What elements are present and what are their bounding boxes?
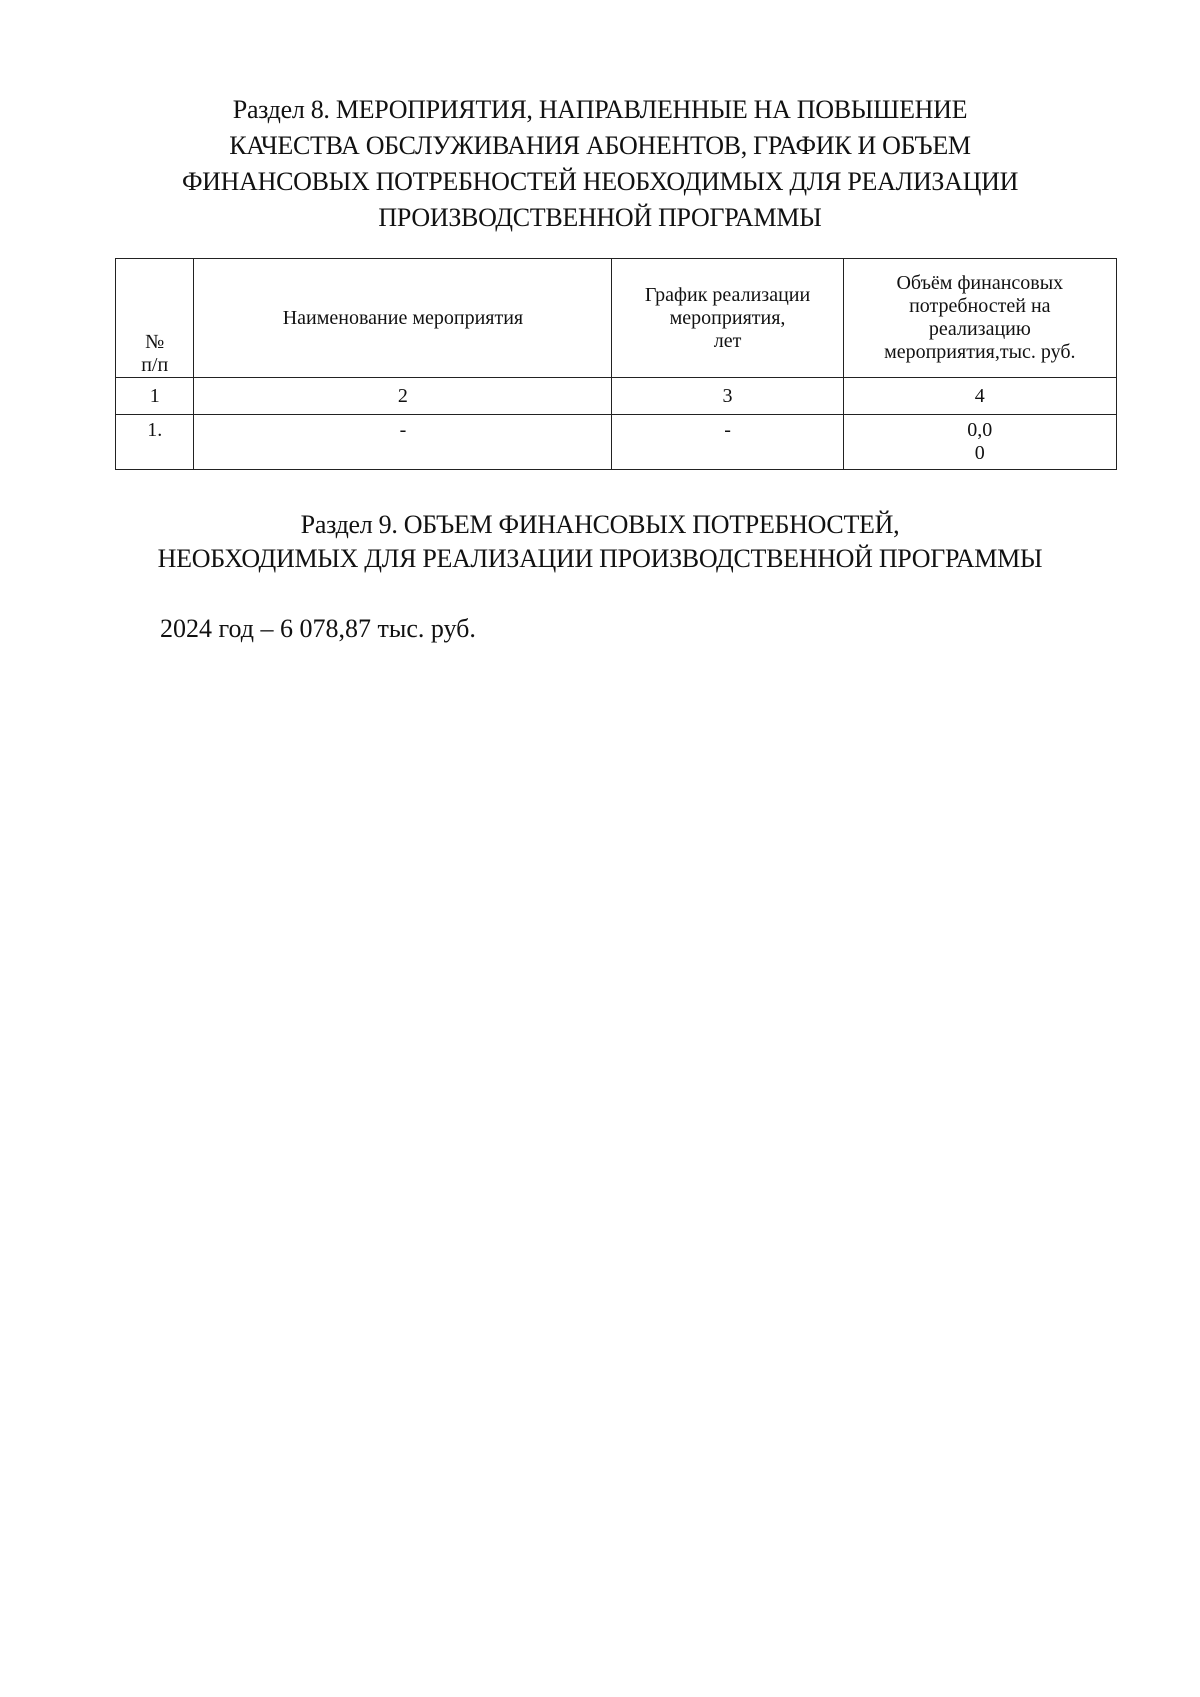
section-9-title-line: Раздел 9. ОБЪЕМ ФИНАНСОВЫХ ПОТРЕБНОСТЕЙ,	[300, 510, 900, 539]
header-num	[116, 259, 194, 378]
header-num-line: п/п	[141, 354, 169, 376]
index-cell: 3	[612, 378, 843, 415]
row-volume-line: 0	[974, 442, 985, 464]
financing-total: 2024 год – 6 078,87 тыс. руб.	[160, 614, 476, 643]
index-cell: 1	[116, 378, 194, 415]
row-volume-line: 0,0	[967, 419, 993, 441]
section-9-title	[90, 508, 1110, 576]
section-8-title	[110, 92, 1090, 236]
header-volume-line: мероприятия,тыс. руб.	[884, 341, 1076, 363]
table-header-row	[116, 259, 1117, 378]
measures-table	[115, 258, 1117, 470]
header-num-line: №	[145, 331, 165, 353]
section-8-title-line: Раздел 8. МЕРОПРИЯТИЯ, НАПРАВЛЕННЫЕ НА ПОВЫШЕНИЕ	[232, 95, 968, 124]
row-num-cell: 1.	[116, 415, 194, 470]
header-schedule-line: График реализации	[644, 283, 811, 306]
section-8-title-line: ПРОИЗВОДСТВЕННОЙ ПРОГРАММЫ	[378, 203, 822, 232]
row-schedule-cell: -	[612, 415, 843, 470]
header-volume-line: Объём финансовых	[896, 272, 1064, 294]
header-volume-line: потребностей на	[909, 295, 1051, 317]
header-volume-line: реализацию	[928, 318, 1031, 340]
index-cell: 2	[194, 378, 612, 415]
header-schedule	[612, 259, 843, 378]
section-8-title-line: ФИНАНСОВЫХ ПОТРЕБНОСТЕЙ НЕОБХОДИМЫХ ДЛЯ РЕАЛИЗАЦИИ	[181, 167, 1019, 196]
row-name-cell: -	[194, 415, 612, 470]
header-name-line: Наименование мероприятия	[282, 306, 524, 329]
section-9-title-line: НЕОБХОДИМЫХ ДЛЯ РЕАЛИЗАЦИИ ПРОИЗВОДСТВЕННОЙ ПРОГРАММЫ	[157, 544, 1043, 573]
header-volume	[843, 259, 1116, 378]
header-schedule-line: лет	[713, 329, 742, 352]
index-cell: 4	[843, 378, 1116, 415]
table-row	[116, 415, 1117, 470]
header-name	[194, 259, 612, 378]
section-8-title-line: КАЧЕСТВА ОБСЛУЖИВАНИЯ АБОНЕНТОВ, ГРАФИК И ОБЪЕМ	[229, 131, 971, 160]
row-volume-cell	[843, 415, 1116, 470]
header-schedule-line: мероприятия,	[669, 306, 786, 329]
table-index-row	[116, 378, 1117, 415]
